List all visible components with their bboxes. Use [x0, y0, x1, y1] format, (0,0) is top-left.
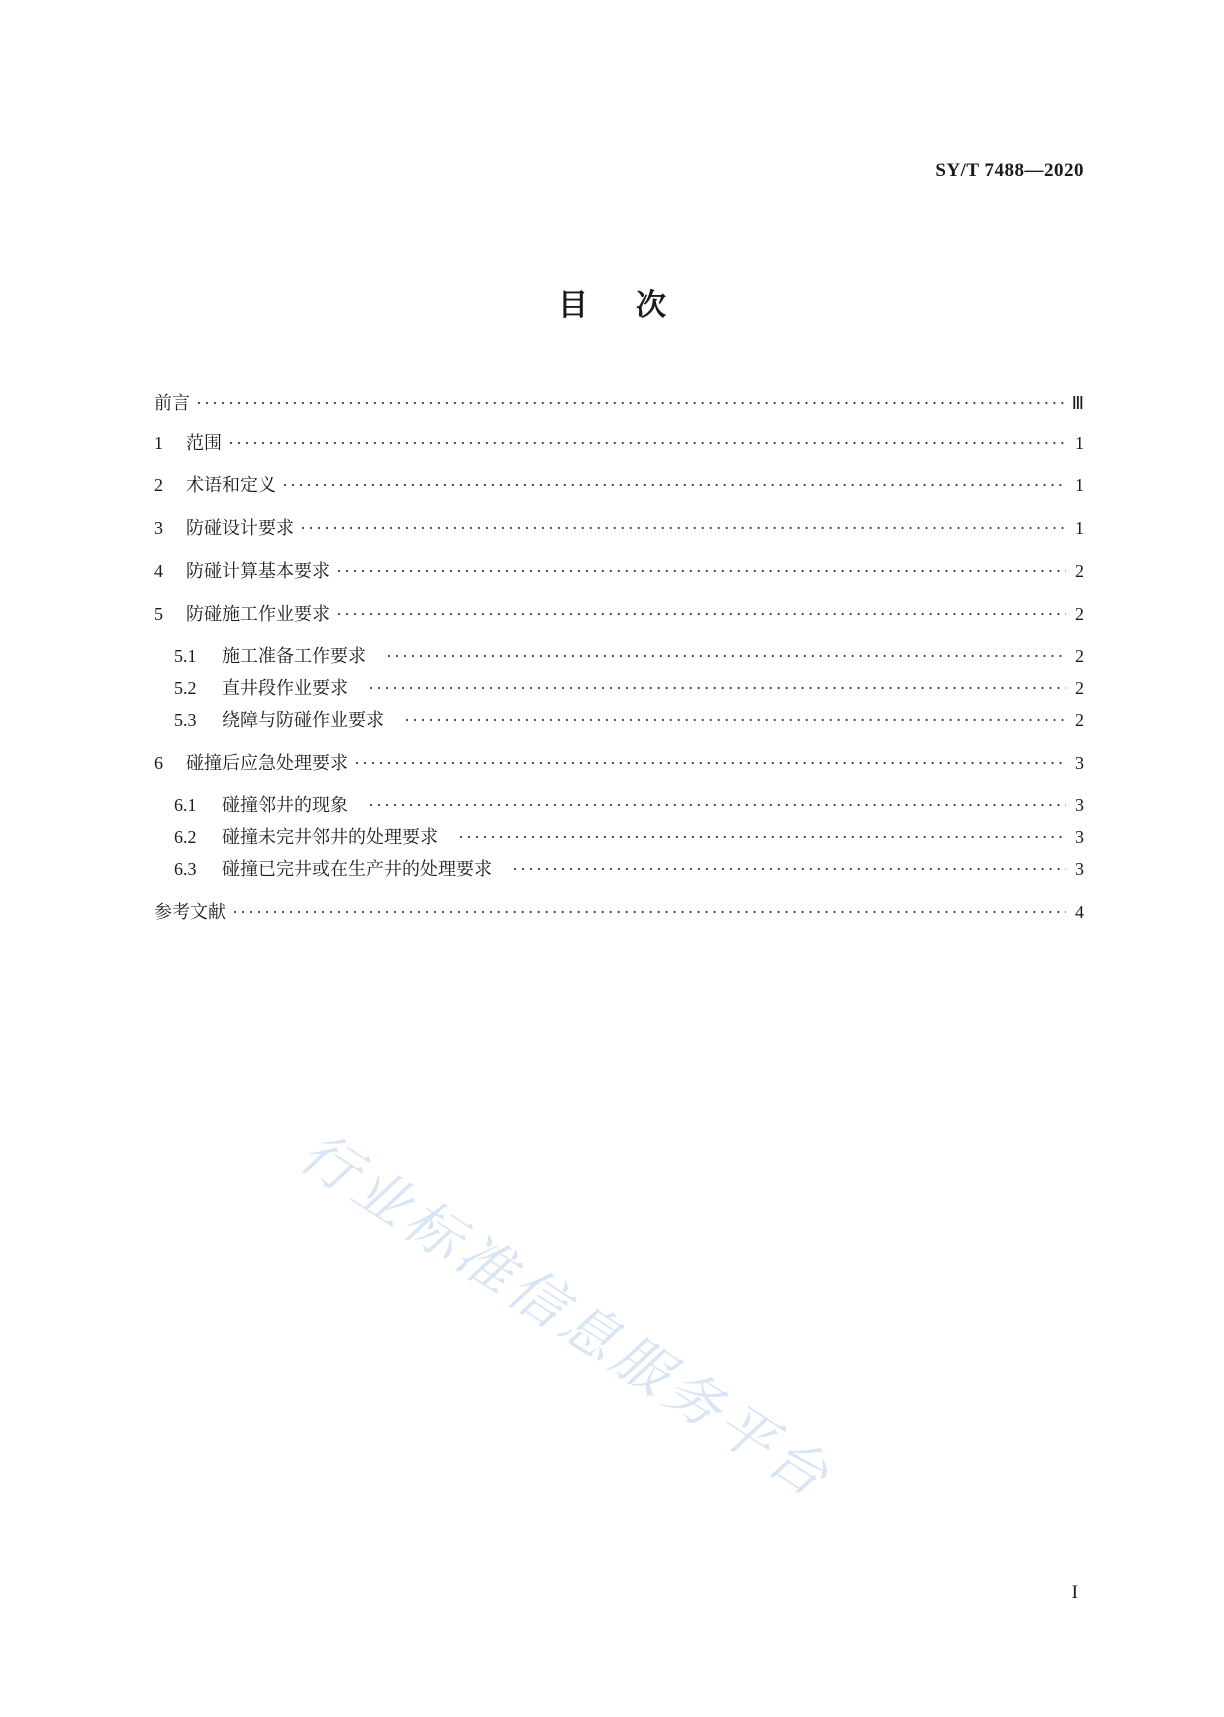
toc-entry-number: 5.3 — [174, 710, 197, 730]
toc-leader — [386, 643, 1066, 669]
toc-entry-title: 范围 — [186, 433, 222, 454]
toc-leader — [336, 558, 1066, 584]
toc-entry-title: 前言 — [154, 393, 190, 414]
toc-leader — [354, 750, 1066, 776]
toc-leader — [458, 824, 1066, 850]
toc-entry-number: 6.1 — [174, 795, 197, 815]
toc-entry-6-3[interactable] — [174, 856, 1084, 882]
standard-code: SY/T 7488—2020 — [935, 160, 1084, 181]
toc-entry-title: 术语和定义 — [186, 475, 276, 496]
toc-leader — [512, 856, 1066, 882]
toc-entry-number: 6.2 — [174, 827, 197, 847]
toc-entry-page: 2 — [1075, 561, 1084, 581]
toc-entry-number: 1 — [154, 433, 163, 453]
toc-entry-1[interactable] — [154, 430, 1084, 456]
toc-entry-title: 防碰设计要求 — [186, 518, 294, 539]
toc-entry-page: Ⅲ — [1071, 393, 1084, 413]
toc-entry-title: 防碰施工作业要求 — [186, 604, 330, 625]
toc-leader — [196, 390, 1066, 416]
toc-entry-3[interactable] — [154, 515, 1084, 541]
toc-entry-bibliography[interactable] — [154, 899, 1084, 925]
toc-entry-number: 5.1 — [174, 646, 197, 666]
toc-entry-4[interactable] — [154, 558, 1084, 584]
toc-leader — [336, 601, 1066, 627]
toc-entry-6-2[interactable] — [174, 824, 1084, 850]
toc-entry-number: 6.3 — [174, 859, 197, 879]
toc-entry-5-2[interactable] — [174, 675, 1084, 701]
toc-entry-page: 4 — [1075, 902, 1084, 922]
toc-entry-6-1[interactable] — [174, 792, 1084, 818]
toc-entry-title: 碰撞已完井或在生产井的处理要求 — [222, 859, 492, 880]
toc-entry-title: 施工准备工作要求 — [222, 646, 366, 667]
toc-entry-2[interactable] — [154, 472, 1084, 498]
toc-entry-page: 3 — [1075, 827, 1084, 847]
toc-entry-title: 防碰计算基本要求 — [186, 561, 330, 582]
toc-entry-6[interactable] — [154, 750, 1084, 776]
toc-leader — [300, 515, 1066, 541]
toc-entry-title: 参考文献 — [154, 902, 226, 923]
toc-leader — [368, 792, 1066, 818]
toc-entry-title: 直井段作业要求 — [222, 678, 348, 699]
toc-entry-number: 5 — [154, 604, 163, 624]
toc-leader — [368, 675, 1066, 701]
toc-entry-page: 2 — [1075, 678, 1084, 698]
toc-entry-number: 3 — [154, 518, 163, 538]
toc-entry-5-1[interactable] — [174, 643, 1084, 669]
toc-entry-page: 3 — [1075, 859, 1084, 879]
toc-entry-page: 2 — [1075, 710, 1084, 730]
toc-entry-page: 1 — [1075, 475, 1084, 495]
toc-heading-char-1: 目 — [558, 288, 588, 323]
toc-entry-number: 4 — [154, 561, 163, 581]
page-number: I — [1071, 1582, 1078, 1603]
toc-entry-page: 2 — [1075, 604, 1084, 624]
toc-entry-title: 碰撞邻井的现象 — [222, 795, 348, 816]
toc-entry-page: 2 — [1075, 646, 1084, 666]
toc-leader — [282, 472, 1066, 498]
toc-entry-title: 碰撞未完井邻井的处理要求 — [222, 827, 438, 848]
toc-entry-page: 3 — [1075, 795, 1084, 815]
toc-entry-5[interactable] — [154, 601, 1084, 627]
watermark: 行业标准信息服务平台 — [288, 1120, 844, 1513]
toc-entry-number: 5.2 — [174, 678, 197, 698]
toc-entry-page: 1 — [1075, 433, 1084, 453]
toc-entry-page: 3 — [1075, 753, 1084, 773]
toc-entry-number: 2 — [154, 475, 163, 495]
toc-heading — [0, 280, 1224, 324]
toc-entry-page: 1 — [1075, 518, 1084, 538]
toc-leader — [232, 899, 1066, 925]
toc-entry-foreword[interactable] — [154, 390, 1084, 416]
toc-leader — [228, 430, 1066, 456]
toc-entry-title: 绕障与防碰作业要求 — [222, 710, 384, 731]
toc-entry-5-3[interactable] — [174, 707, 1084, 733]
toc-entry-title: 碰撞后应急处理要求 — [186, 753, 348, 774]
toc-heading-char-2: 次 — [636, 288, 666, 323]
toc-entry-number: 6 — [154, 753, 163, 773]
toc-leader — [404, 707, 1066, 733]
